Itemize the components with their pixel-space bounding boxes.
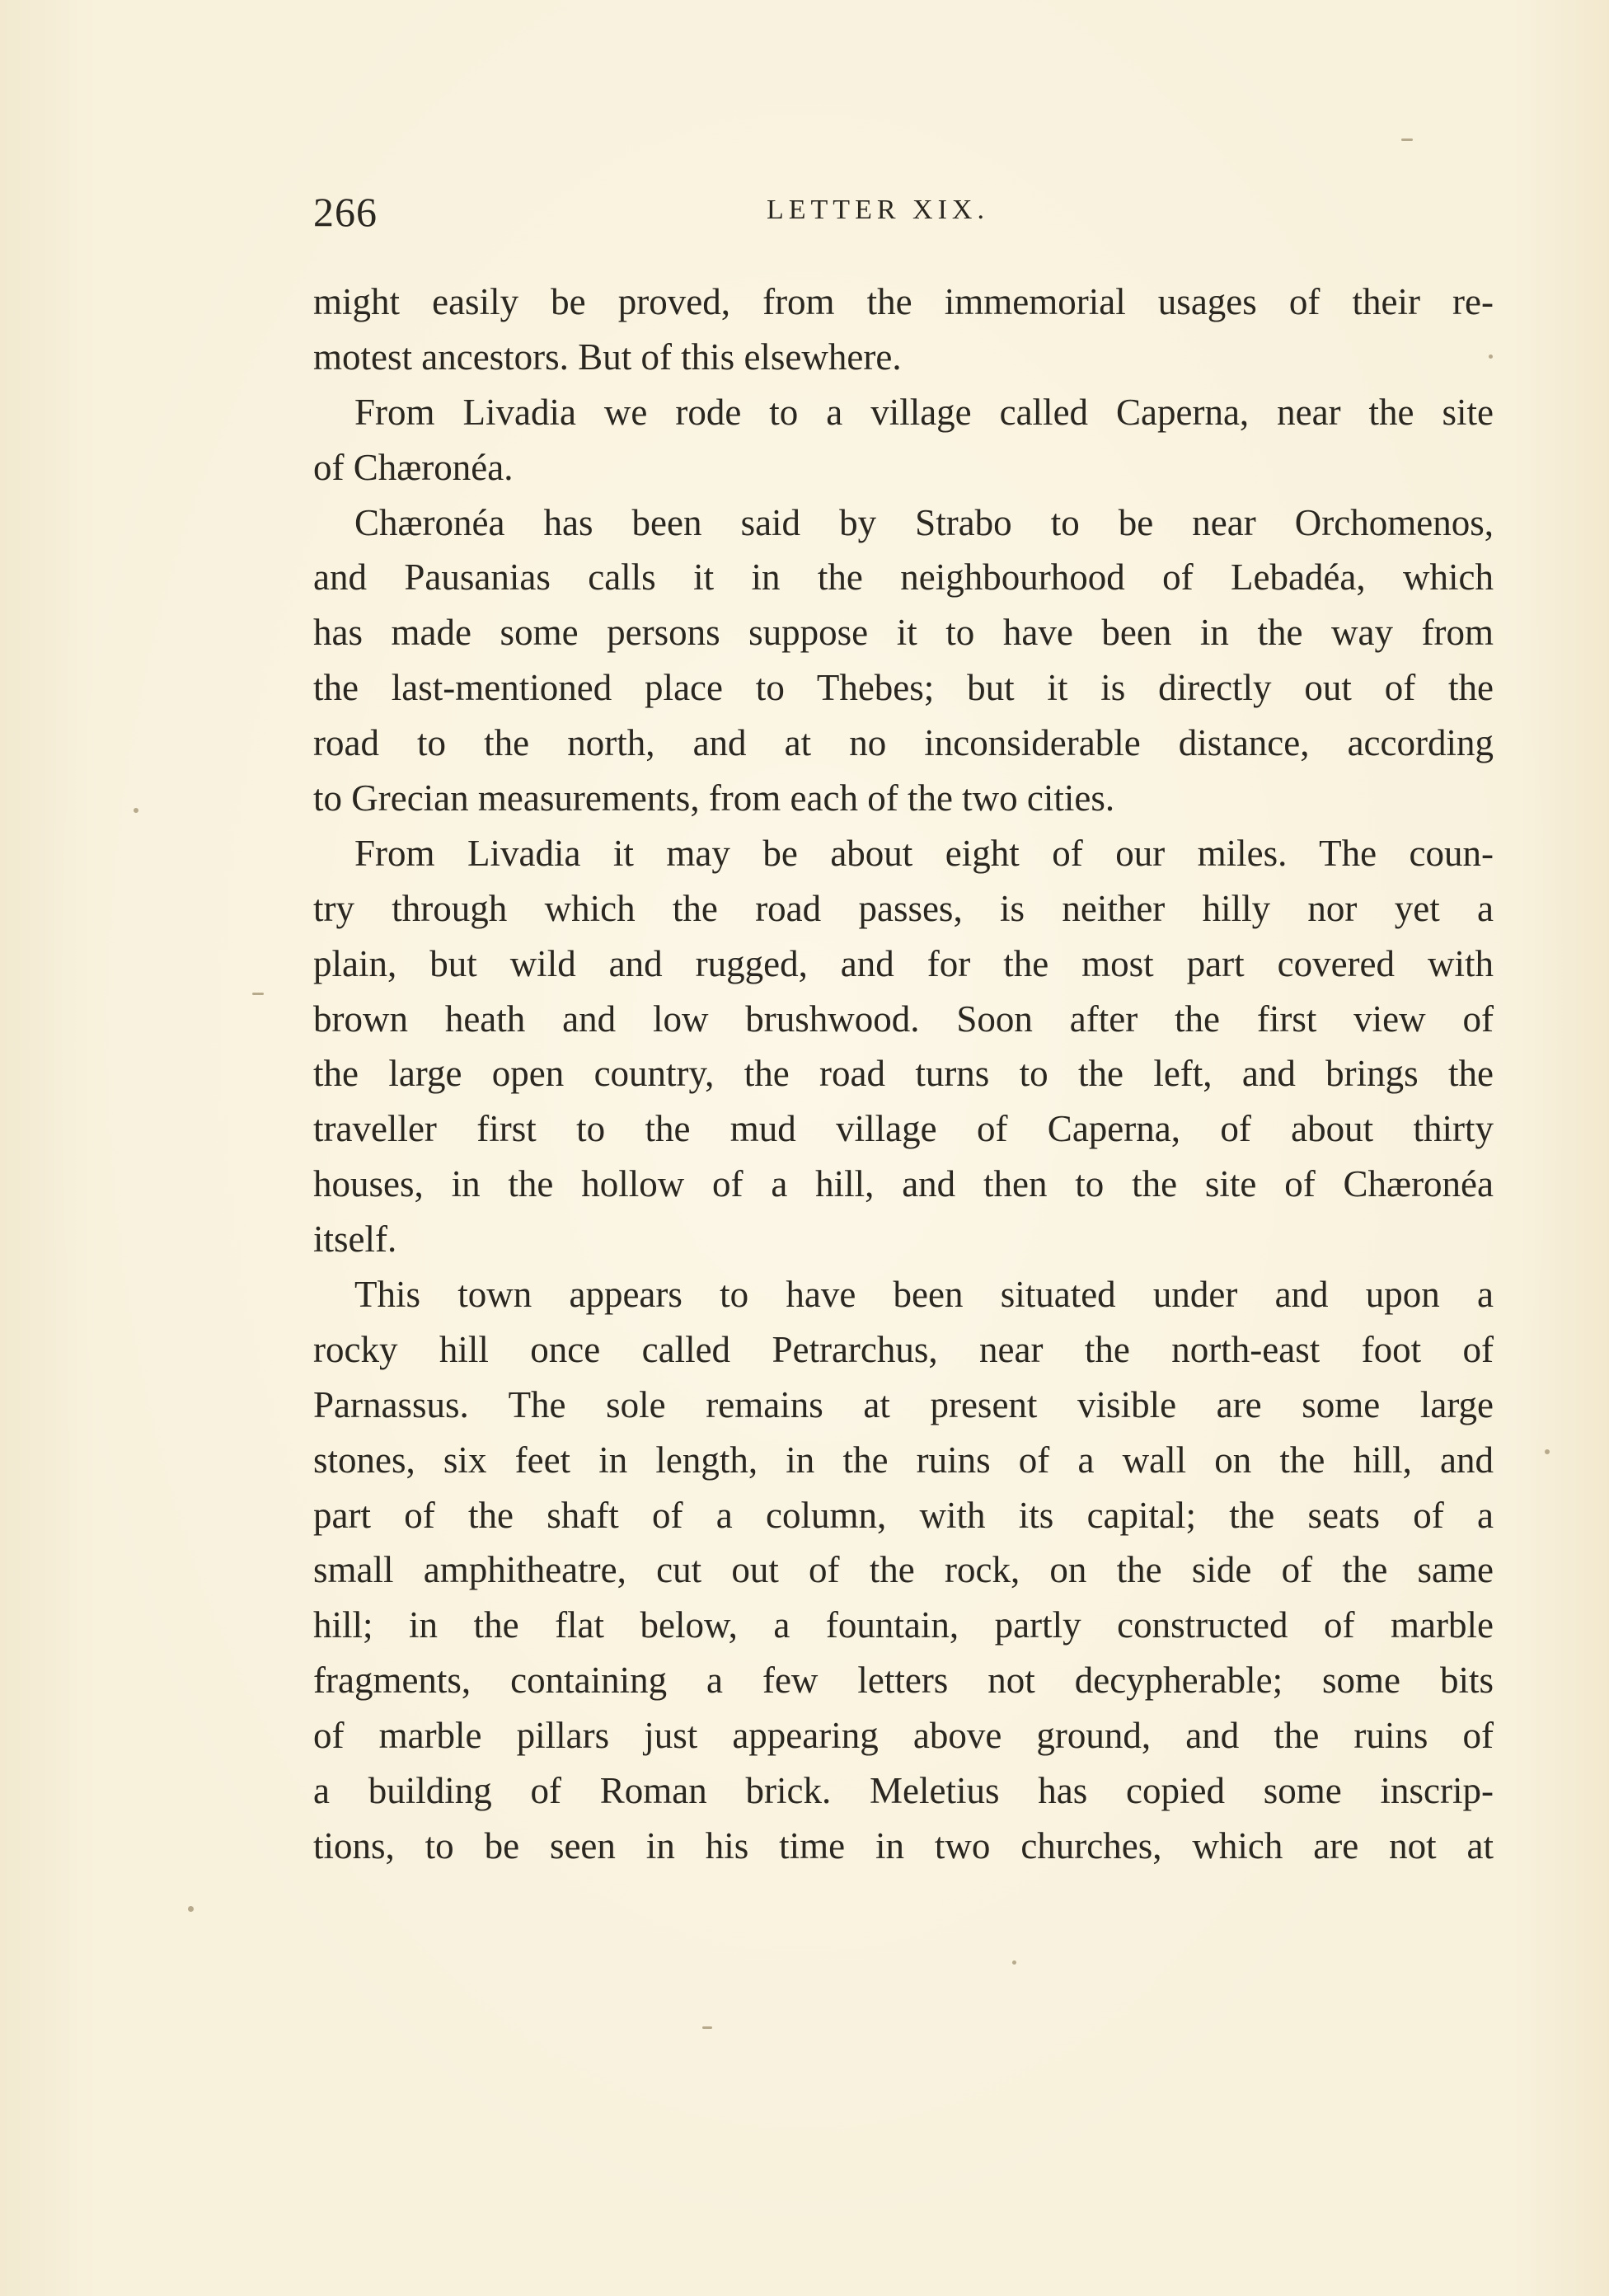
text-line: Parnassus. The sole remains at present visible are some large xyxy=(313,1383,1494,1425)
paper-speck xyxy=(1489,354,1493,359)
paper-speck xyxy=(188,1906,194,1912)
text-line: houses, in the hollow of a hill, and then to the site of Chæronéa xyxy=(313,1163,1494,1205)
text-line: of marble pillars just appearing above ground, and the ruins of xyxy=(313,1715,1494,1757)
running-head xyxy=(313,188,1500,237)
body-text xyxy=(313,275,1494,1874)
text-line: motest ancestors. But of this elsewhere. xyxy=(313,336,902,378)
text-line: to Grecian measurements, from each of the two cities. xyxy=(313,777,1115,819)
text-line: itself. xyxy=(313,1218,397,1261)
text-line: and Pausanias calls it in the neighbourhood of Lebadéa, which xyxy=(313,556,1494,599)
text-line: try through which the road passes, is neither hilly nor yet a xyxy=(313,887,1494,929)
text-line: tions, to be seen in his time in two churches, which are not at xyxy=(313,1824,1494,1866)
paragraph-start-line: This town appears to have been situated under and upon a xyxy=(354,1274,1494,1316)
page-number: 266 xyxy=(313,189,378,235)
text-line: hill; in the flat below, a fountain, partly constructed of marble xyxy=(313,1604,1494,1646)
paper-speck xyxy=(134,808,138,813)
text-line: rocky hill once called Petrarchus, near the north-east foot of xyxy=(313,1328,1494,1370)
text-line: stones, six feet in length, in the ruins of a wall on the hill, and xyxy=(313,1439,1494,1481)
text-line: plain, but wild and rugged, and for the most part covered with xyxy=(313,942,1494,984)
text-line: part of the shaft of a column, with its capital; the seats of a xyxy=(313,1494,1494,1536)
paper-speck xyxy=(1545,1449,1550,1454)
text-line: the large open country, the road turns to the left, and brings the xyxy=(313,1053,1494,1095)
paper-speck xyxy=(702,2026,712,2029)
text-line: fragments, containing a few letters not decypherable; some bits xyxy=(313,1660,1494,1702)
paragraph-start-line: From Livadia we rode to a village called Caperna, near the site xyxy=(354,391,1494,433)
paragraph-start-line: From Livadia it may be about eight of our miles. The coun- xyxy=(354,832,1494,874)
text-line: brown heath and low brushwood. Soon after the first view of xyxy=(313,998,1494,1040)
text-line: of Chæronéa. xyxy=(313,446,514,488)
text-line: road to the north, and at no inconsiderable distance, according xyxy=(313,722,1494,764)
paper-speck xyxy=(1012,1960,1016,1965)
paper-speck xyxy=(1401,139,1413,141)
paper-speck xyxy=(252,993,264,995)
text-line: has made some persons suppose it to have been in the way from xyxy=(313,612,1494,654)
text-line: the last-mentioned place to Thebes; but it is directly out of the xyxy=(313,667,1494,709)
letter-heading: LETTER XIX. xyxy=(767,195,989,225)
text-line: small amphitheatre, cut out of the rock, on the side of the same xyxy=(313,1549,1494,1591)
text-line: might easily be proved, from the immemorial usages of their re- xyxy=(313,281,1494,322)
paragraph-start-line: Chæronéa has been said by Strabo to be near Orchomenos, xyxy=(354,501,1494,543)
text-line: traveller first to the mud village of Caperna, of about thirty xyxy=(313,1108,1494,1150)
text-line: a building of Roman brick. Meletius has copied some inscrip- xyxy=(313,1770,1494,1812)
